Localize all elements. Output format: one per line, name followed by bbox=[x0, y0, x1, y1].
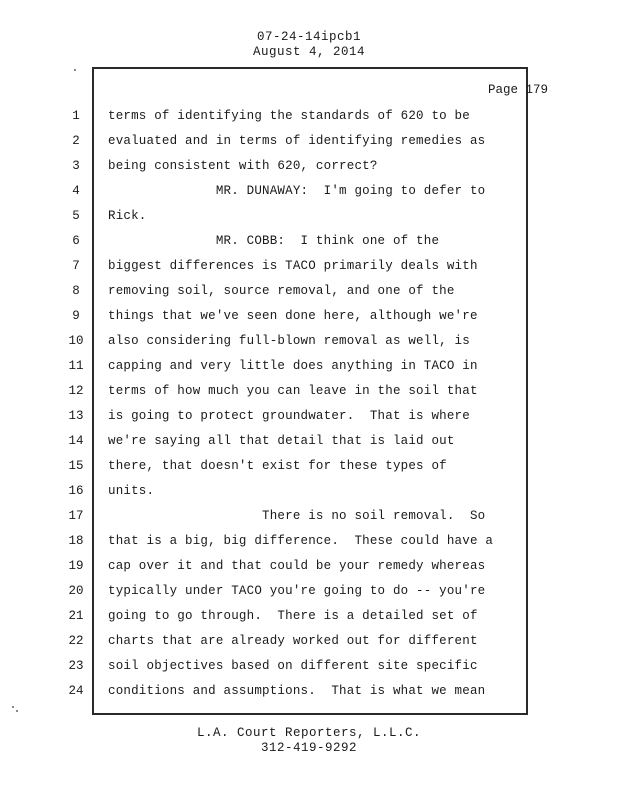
transcript-line: evaluated and in terms of identifying remedies as bbox=[108, 134, 486, 148]
transcript-line: is going to protect groundwater. That is where bbox=[108, 409, 470, 423]
line-number-column bbox=[66, 104, 86, 704]
line-number: 6 bbox=[72, 234, 80, 248]
transcript-line: Rick. bbox=[108, 209, 147, 223]
line-number: 15 bbox=[68, 459, 84, 473]
line-number: 17 bbox=[68, 509, 84, 523]
line-number: 3 bbox=[72, 159, 80, 173]
line-number: 10 bbox=[68, 334, 84, 348]
line-number: 9 bbox=[72, 309, 80, 323]
line-number: 4 bbox=[72, 184, 80, 198]
line-number: 5 bbox=[72, 209, 80, 223]
transcript-line: conditions and assumptions. That is what we mean bbox=[108, 684, 486, 698]
transcript-line: we're saying all that detail that is laid out bbox=[108, 434, 455, 448]
line-number: 19 bbox=[68, 559, 84, 573]
line-number: 21 bbox=[68, 609, 84, 623]
line-number: 11 bbox=[68, 359, 84, 373]
transcript-line: also considering full-blown removal as well, is bbox=[108, 334, 470, 348]
line-number: 1 bbox=[72, 109, 80, 123]
line-number: 22 bbox=[68, 634, 84, 648]
line-number: 7 bbox=[72, 259, 80, 273]
line-number: 12 bbox=[68, 384, 84, 398]
page-number: Page 179 bbox=[487, 83, 548, 97]
document-file-id: 07-24-14ipcb1 bbox=[256, 30, 362, 44]
line-number: 14 bbox=[68, 434, 84, 448]
line-number: 13 bbox=[68, 409, 84, 423]
transcript-line: soil objectives based on different site specific bbox=[108, 659, 478, 673]
transcript-line: capping and very little does anything in TACO in bbox=[108, 359, 478, 373]
transcript-line: MR. DUNAWAY: I'm going to defer to bbox=[108, 184, 486, 198]
transcript-line: that is a big, big difference. These could have a bbox=[108, 534, 494, 548]
transcript-line: typically under TACO you're going to do -- you're bbox=[108, 584, 486, 598]
transcript-line: terms of identifying the standards of 620 to be bbox=[108, 109, 470, 123]
transcript-line: there, that doesn't exist for these types of bbox=[108, 459, 447, 473]
line-number: 20 bbox=[68, 584, 84, 598]
transcript-line: There is no soil removal. So bbox=[108, 509, 486, 523]
scan-speck bbox=[12, 706, 14, 708]
transcript-line: MR. COBB: I think one of the bbox=[108, 234, 440, 248]
line-number: 8 bbox=[72, 284, 80, 298]
document-date: August 4, 2014 bbox=[252, 45, 366, 59]
transcript-line: biggest differences is TACO primarily deals with bbox=[108, 259, 478, 273]
transcript-line: terms of how much you can leave in the soil that bbox=[108, 384, 478, 398]
scan-speck bbox=[16, 710, 18, 712]
transcript-line: cap over it and that could be your remedy whereas bbox=[108, 559, 486, 573]
line-number: 24 bbox=[68, 684, 84, 698]
scan-speck bbox=[74, 69, 76, 71]
transcript-line: removing soil, source removal, and one of the bbox=[108, 284, 455, 298]
court-reporter-phone: 312-419-9292 bbox=[260, 741, 357, 755]
court-reporter-company: L.A. Court Reporters, L.L.C. bbox=[196, 726, 422, 740]
transcript-line: charts that are already worked out for different bbox=[108, 634, 478, 648]
transcript-text bbox=[108, 104, 528, 704]
line-number: 16 bbox=[68, 484, 84, 498]
transcript-line: being consistent with 620, correct? bbox=[108, 159, 378, 173]
line-number: 23 bbox=[68, 659, 84, 673]
transcript-line: things that we've seen done here, although we're bbox=[108, 309, 478, 323]
line-number: 2 bbox=[72, 134, 80, 148]
line-number: 18 bbox=[68, 534, 84, 548]
transcript-line: going to go through. There is a detailed set of bbox=[108, 609, 478, 623]
transcript-line: units. bbox=[108, 484, 155, 498]
